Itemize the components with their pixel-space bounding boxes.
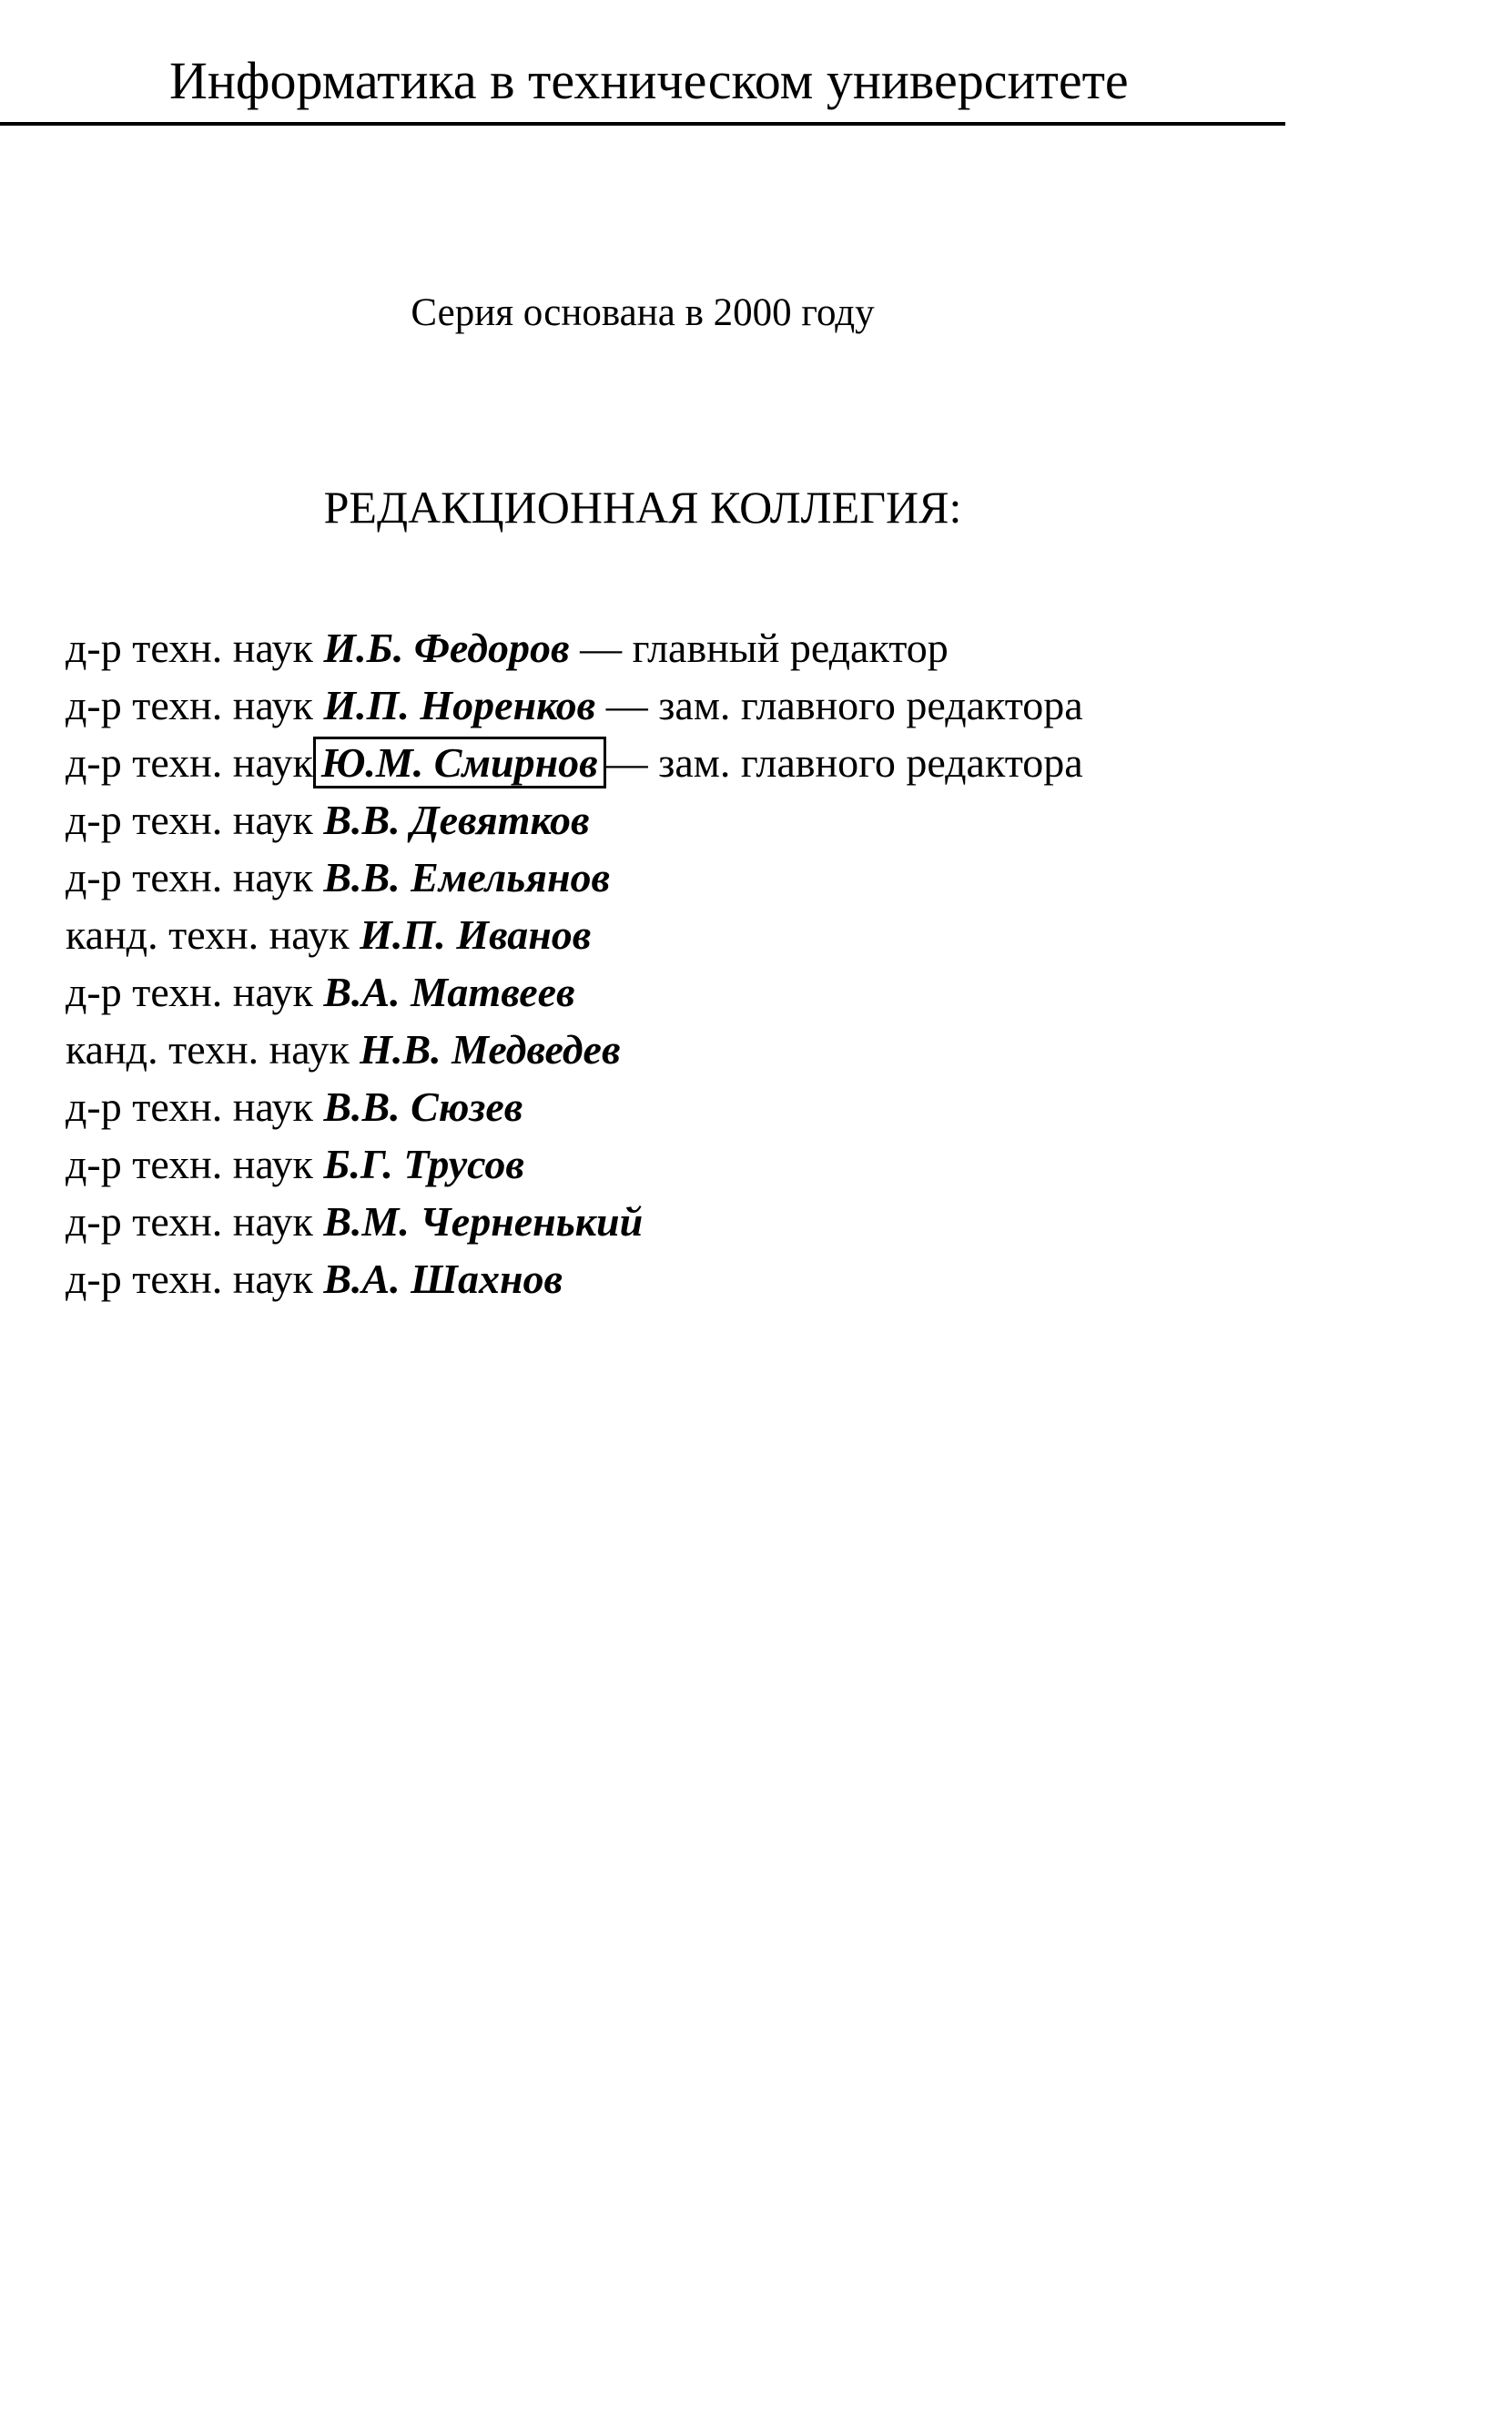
member-degree: д-р техн. наук [66,625,313,671]
editorial-board-list [66,619,1083,1307]
board-member [66,1021,1083,1078]
member-name: В.М. Черненький [323,1198,644,1245]
member-role: — зам. главного редактора [605,739,1083,786]
member-degree: канд. техн. наук [66,911,350,958]
board-member [66,619,1083,676]
board-member [66,791,1083,849]
member-name: И.П. Иванов [360,911,592,958]
board-member [66,1078,1083,1135]
member-degree: д-р техн. наук [66,1141,313,1187]
member-name-boxed: Ю.М. Смирнов [313,737,606,788]
member-degree: д-р техн. наук [66,682,313,728]
board-member [66,734,1083,791]
series-header [0,46,1285,126]
member-degree: д-р техн. наук [66,854,313,900]
series-title: Информатика в техническом университете [169,51,1129,110]
member-role: — главный редактор [580,625,949,671]
member-name: И.П. Норенков [323,682,596,728]
board-member [66,906,1083,963]
series-founded-note: Серия основана в 2000 году [411,291,875,334]
editorial-board-heading: РЕДАКЦИОННАЯ КОЛЛЕГИЯ: [323,482,962,533]
member-name: В.В. Сюзев [323,1083,523,1130]
member-name: Б.Г. Трусов [323,1141,524,1187]
board-member [66,1135,1083,1193]
member-name: И.Б. Федоров [323,625,570,671]
board-member [66,1250,1083,1307]
member-name: В.В. Емельянов [323,854,611,900]
board-member [66,849,1083,906]
member-degree: д-р техн. наук [66,797,313,843]
member-degree: д-р техн. наук [66,1198,313,1245]
board-member [66,963,1083,1021]
member-degree: канд. техн. наук [66,1026,350,1073]
member-degree: д-р техн. наук [66,739,313,786]
member-degree: д-р техн. наук [66,1256,313,1302]
member-degree: д-р техн. наук [66,1083,313,1130]
member-degree: д-р техн. наук [66,969,313,1015]
board-member [66,676,1083,734]
board-member [66,1193,1083,1250]
member-role: — зам. главного редактора [605,682,1083,728]
member-name: В.А. Шахнов [323,1256,563,1302]
member-name: Н.В. Медведев [360,1026,621,1073]
member-name: В.В. Девятков [323,797,590,843]
member-name: В.А. Матвеев [323,969,575,1015]
